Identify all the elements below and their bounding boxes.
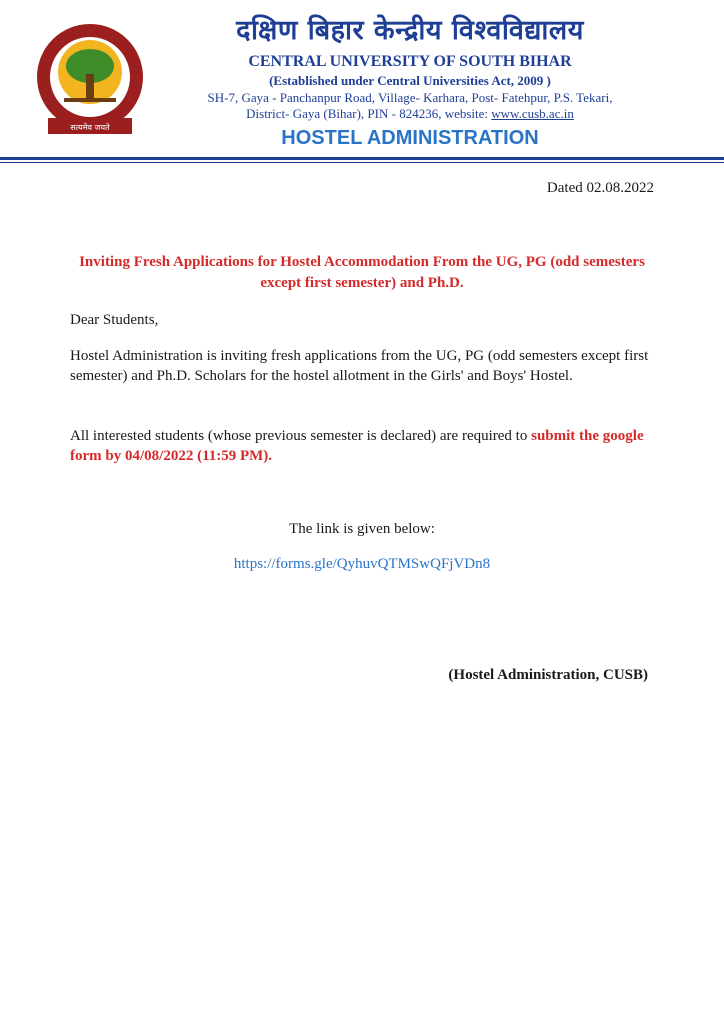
established-note: (Established under Central Universities Act, 2009 ): [269, 73, 551, 88]
form-link-row: [70, 556, 654, 573]
university-name: CENTRAL UNIVERSITY OF SOUTH BIHAR: [248, 53, 572, 70]
header-rule-thin: [0, 162, 724, 163]
logo-motto: सत्यमेव जयते: [70, 123, 110, 132]
deadline-highlight: submit the google form by 04/08/2022 (11:59 PM).: [70, 428, 644, 464]
notice-subject: Inviting Fresh Applications for Hostel Accommodation From the UG, PG (odd semesters except first semester) and Ph.D.: [79, 254, 645, 291]
university-name-hindi: दक्षिण बिहार केन्द्रीय विश्वविद्यालय: [236, 15, 584, 46]
letterhead: [150, 12, 670, 152]
logo-ground: [64, 98, 116, 102]
logo-tree-trunk: [86, 74, 94, 98]
website-link[interactable]: www.cusb.ac.in: [491, 106, 574, 121]
notice-date: Dated 02.08.2022: [546, 180, 654, 196]
address-line-2: [150, 106, 670, 122]
google-form-link[interactable]: https://forms.gle/QyhuvQTMSwQFjVDn8: [233, 556, 491, 572]
body-paragraph-2: [70, 426, 654, 466]
address-line-2-text: District- Gaya (Bihar), PIN - 824236, website:: [246, 106, 492, 121]
signature: (Hostel Administration, CUSB): [448, 667, 648, 683]
office-title: HOSTEL ADMINISTRATION: [281, 127, 539, 149]
university-logo: [34, 22, 146, 140]
body-paragraph-2-text: All interested students (whose previous semester is declared) are required to: [70, 428, 532, 444]
body-paragraph-1: Hostel Administration is inviting fresh applications from the UG, PG (odd semesters except first semester) and Ph.D. Scholars for the hostel allotment in the Girls' and Boys' Hostel.: [70, 348, 649, 384]
address-line-1: SH-7, Gaya - Panchanpur Road, Village- Karhara, Post- Fatehpur, P.S. Tekari,: [207, 90, 613, 105]
salutation: Dear Students,: [70, 312, 159, 328]
header-rule-thick: [0, 157, 724, 160]
link-intro: The link is given below:: [289, 521, 435, 537]
